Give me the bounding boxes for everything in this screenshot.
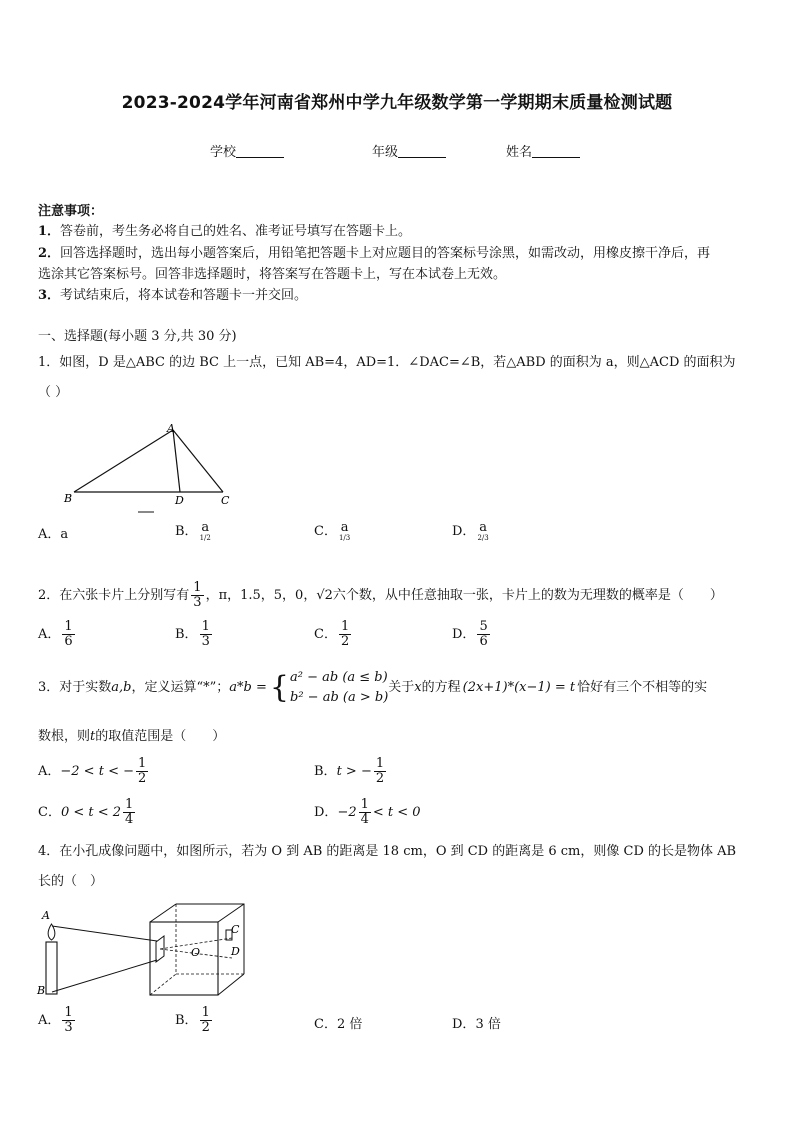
q4-box-back-top [176, 904, 244, 974]
q2-option-d[interactable] [452, 618, 492, 652]
q3-option-d-post: < t < 0 [372, 805, 421, 820]
notice-item-3-text: 考试结束后，将本试卷和答题卡一并交回。 [60, 288, 308, 303]
q2-option-b-label: B． [175, 627, 198, 642]
q4-option-a-label: A． [38, 1013, 61, 1028]
q3-option-b-num: 1 [375, 756, 385, 772]
section-heading: 一、选择题(每小题 3 分,共 30 分) [38, 329, 237, 344]
q1-segment-ac [173, 430, 223, 492]
q3-line-2b: 的取值范围是（ ） [95, 729, 226, 744]
q3-option-c[interactable] [38, 796, 137, 830]
notice-item-2 [38, 244, 710, 264]
q4-pinhole-figure [32, 898, 254, 1002]
q3-option-a-label: A． [38, 764, 61, 779]
q1-option-c-label: C． [314, 524, 337, 539]
name-label: 姓名 [506, 145, 533, 160]
q3-option-d-num: 1 [360, 797, 369, 813]
q1-segment-ad [173, 430, 180, 492]
q4-option-b-den: 2 [201, 1020, 210, 1035]
q3-option-b-den: 2 [375, 771, 385, 786]
q3-case-1: a² − ab (a ≤ b) [290, 670, 388, 685]
q2-option-c-den: 2 [340, 634, 350, 649]
q4-ray-bottom [52, 960, 157, 992]
q1-triangle-figure [58, 420, 248, 520]
q3-lead: 3．对于实数 [38, 680, 112, 695]
q1-label-b: B [64, 492, 73, 505]
notice-item-1-text: 答卷前，考生务必将自己的姓名、准考证号填写在答题卡上。 [60, 224, 412, 239]
q4-box-edge-bl [150, 974, 176, 995]
notice-item-1-num: 1． [38, 224, 61, 239]
q4-line-2: 长的（ ） [38, 874, 104, 889]
q3-case-2: b² − ab (a > b) [290, 690, 389, 705]
notice-item-3 [38, 286, 307, 306]
q2-option-b[interactable] [175, 618, 214, 652]
q4-option-d-label: D． [452, 1017, 476, 1032]
q4-option-b[interactable] [175, 1004, 214, 1038]
q3-option-d-den: 4 [360, 812, 369, 827]
q3-option-b[interactable] [314, 755, 388, 789]
grade-label: 年级 [372, 145, 399, 160]
q3-option-d-label: D． [314, 805, 338, 820]
grade-field[interactable] [372, 141, 446, 160]
q4-label-d: D [231, 945, 240, 958]
grade-blank[interactable] [398, 145, 446, 158]
notice-item-2-cont: 选涂其它答案标号。回答非选择题时，将答案写在答题卡上，写在本试卷上无效。 [38, 267, 507, 282]
q4-option-a[interactable] [38, 1004, 77, 1038]
q4-text: 4．在小孔成像问题中，如图所示，若为 O 到 AB 的距离是 18 cm，O 到 CD 的距离是 6 cm，则像 CD 的长是物体 AB [38, 844, 737, 859]
q3-x: x [414, 680, 422, 695]
q3-mid: 关于 [388, 680, 415, 695]
q4-option-c[interactable] [314, 1013, 362, 1032]
q4-label-c: C [231, 923, 240, 936]
q1-text: 1．如图，D 是△ABC 的边 BC 上一点，已知 AB=4，AD=1．∠DAC=∠B，若△ABD 的面积为 a，则△ACD 的面积为 [38, 355, 736, 370]
q1-label-d: D [175, 494, 184, 507]
q4-option-b-label: B． [175, 1013, 198, 1028]
q1-option-b[interactable] [175, 520, 213, 542]
q2-option-b-num: 1 [201, 619, 210, 635]
q2-option-d-num: 5 [479, 619, 488, 635]
q2-tail: 六个数，从中任意抽取一张，卡片上的数为无理数的概率是（ ） [332, 588, 723, 603]
q2-option-a-label: A． [38, 627, 61, 642]
q4-ray-top [52, 926, 157, 941]
q2-option-d-den: 6 [479, 634, 488, 649]
q2-option-a[interactable] [38, 618, 77, 652]
q2-frac-num: 1 [193, 580, 202, 596]
q3-line-2a: 数根，则 [38, 729, 91, 744]
q3-option-c-pre: 0 < t < 2 [60, 805, 122, 820]
q3-option-b-pre: t > − [336, 764, 372, 779]
q3-line-2 [38, 727, 225, 747]
q1-option-b-num: a [201, 520, 210, 536]
q1-option-d-label: D． [452, 524, 476, 539]
notice-item-2-num: 2． [38, 246, 61, 261]
notice-item-2-text: 回答选择题时，选出每小题答案后，用铅笔把答题卡上对应题目的答案标号涂黑，如需改动，用橡皮擦干净后，再 [60, 246, 711, 261]
q3-equation: (2x+1)*(x−1) = t [462, 680, 576, 695]
q4-box-edge-br [218, 974, 244, 995]
q4-option-c-value: 2 倍 [336, 1017, 363, 1032]
page-title: 2023-2024学年河南省郑州中学九年级数学第一学期期末质量检测试题 [121, 93, 673, 113]
q1-option-c-den: 1/3 [338, 533, 351, 542]
school-label: 学校 [210, 145, 237, 160]
q3-def: ，定义运算“*”； [131, 680, 230, 695]
q4-label-a: A [42, 909, 50, 922]
q1-segment-ab [74, 430, 173, 492]
notice-item-3-num: 3． [38, 288, 61, 303]
q3-option-c-num: 1 [125, 797, 134, 813]
q4-option-a-num: 1 [64, 1005, 73, 1021]
q2-option-c-num: 1 [340, 619, 350, 635]
q4-option-a-den: 3 [64, 1020, 73, 1035]
q1-option-a-label: A． [38, 527, 61, 542]
q1-option-c-num: a [340, 520, 349, 536]
q1-option-d-den: 2/3 [477, 533, 489, 542]
q1-option-d[interactable] [452, 520, 491, 542]
q2-option-a-den: 6 [64, 634, 73, 649]
q4-box-edge-tl [150, 904, 176, 922]
q3-tail: 恰好有三个不相等的实 [577, 680, 708, 695]
q3-option-d-pre: −2 [337, 805, 357, 820]
q3-option-c-label: C． [38, 805, 61, 820]
q2-frac-den: 3 [193, 595, 202, 610]
q3-option-a-pre: −2 < t < − [60, 764, 134, 779]
notice-heading: 注意事项： [38, 204, 104, 219]
q4-label-b: B [37, 984, 46, 997]
q3-option-a-num: 1 [138, 756, 147, 772]
q3-option-d[interactable] [314, 796, 421, 830]
q1-option-a-value: a [60, 527, 69, 542]
q4-option-d[interactable] [452, 1013, 501, 1032]
school-field[interactable] [210, 141, 284, 160]
q2-sqrt: √2 [316, 588, 333, 603]
q4-option-c-label: C． [314, 1017, 337, 1032]
q3-t: t [90, 729, 96, 744]
school-blank[interactable] [236, 145, 284, 158]
q2-option-c[interactable] [314, 618, 353, 652]
q2-option-c-label: C． [314, 627, 337, 642]
name-blank[interactable] [532, 145, 580, 158]
q3-option-a[interactable] [38, 755, 150, 789]
name-field[interactable] [506, 141, 580, 160]
q1-option-a[interactable] [38, 523, 68, 542]
q1-label-a: A [167, 422, 175, 435]
q3-vars: a,b [111, 680, 132, 695]
q3-cases [290, 668, 388, 708]
notice-item-1 [38, 222, 411, 242]
q3-brace: { [269, 670, 289, 705]
q3-option-b-label: B． [314, 764, 337, 779]
q2-text [38, 578, 723, 614]
q3-option-c-den: 4 [125, 812, 134, 827]
q1-label-c: C [221, 494, 230, 507]
q1-paren: （ ） [38, 385, 69, 400]
q2-lead: 2．在六张卡片上分别写有 [38, 588, 190, 603]
q4-candle-body [46, 942, 57, 994]
q3-option-a-den: 2 [138, 771, 147, 786]
q4-option-d-value: 3 倍 [475, 1017, 501, 1032]
q3-eqlead: 的方程 [421, 680, 461, 695]
q4-label-o: O [191, 946, 201, 959]
q2-option-b-den: 3 [201, 634, 210, 649]
q3-op: a*b = [229, 680, 267, 695]
q2-option-d-label: D． [452, 627, 476, 642]
q2-option-a-num: 1 [64, 619, 73, 635]
q4-option-b-num: 1 [201, 1005, 210, 1021]
q3-text [38, 666, 707, 710]
q1-option-b-den: 1/2 [199, 533, 211, 542]
q1-option-b-label: B． [175, 524, 198, 539]
q4-box-edge-tr [218, 904, 244, 922]
q1-option-c[interactable] [314, 520, 352, 542]
q2-mid: ，π，1.5，5，0， [205, 588, 317, 603]
q1-option-d-num: a [479, 520, 487, 536]
